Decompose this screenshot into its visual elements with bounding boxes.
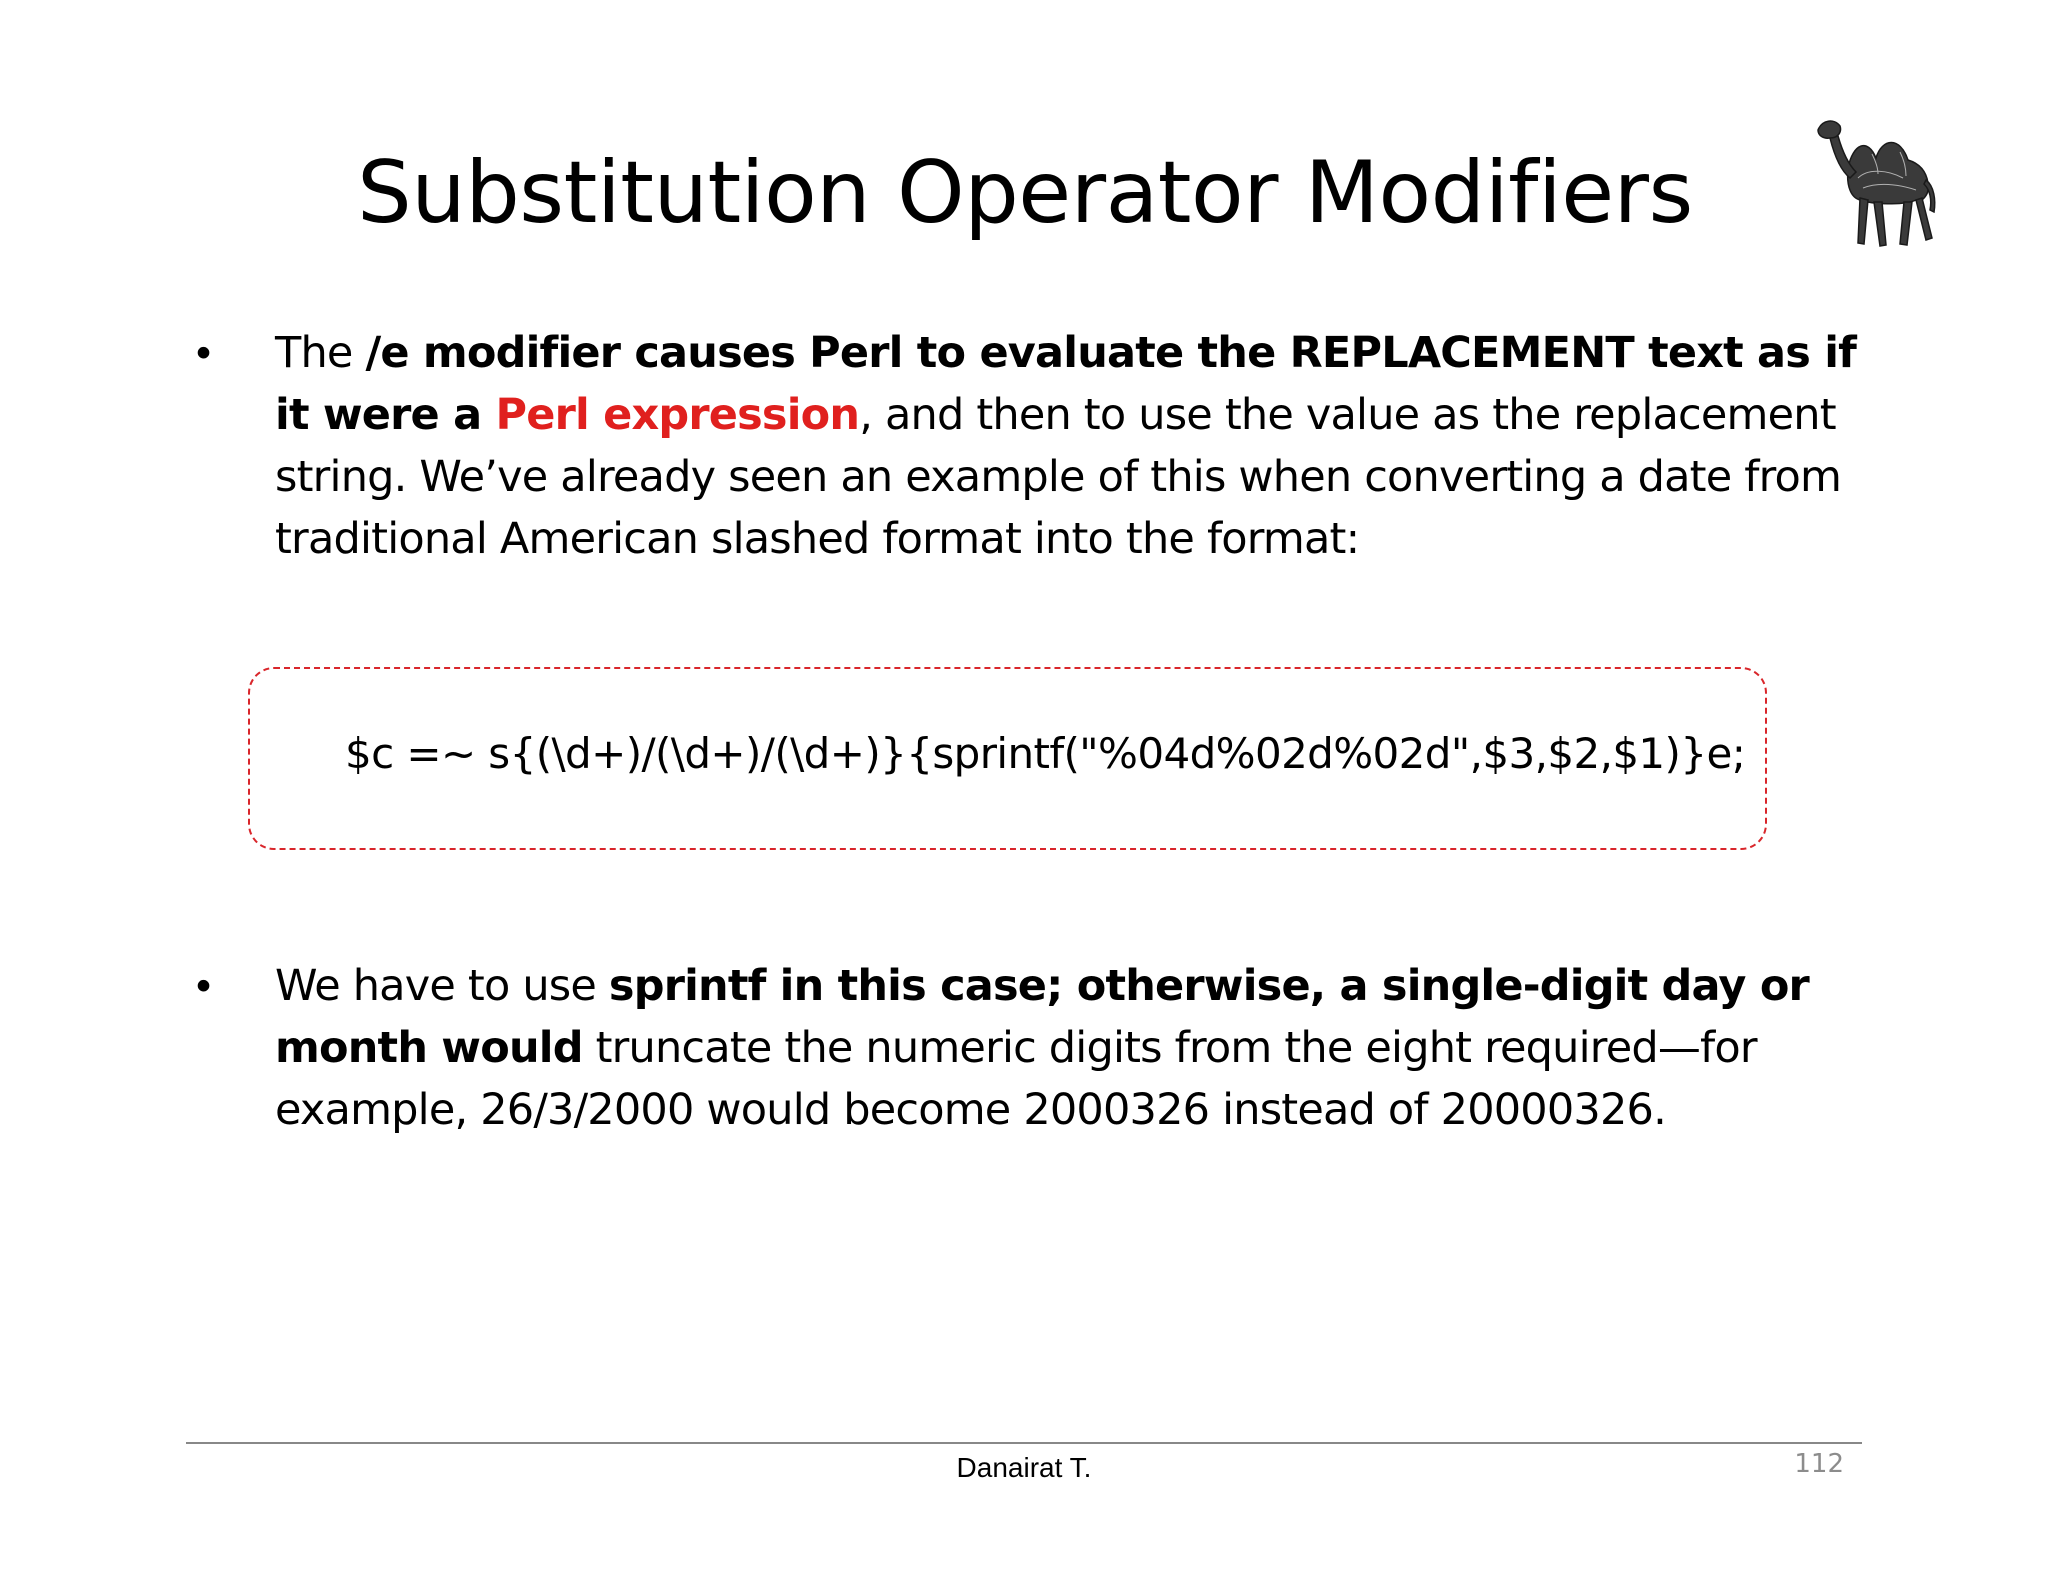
bullet-text [275, 322, 1885, 570]
bullet2-text-bold: sprintf in this case; otherwise, a single-digit day or month would [275, 961, 1809, 1073]
code-example-box [248, 667, 1767, 850]
bullet2-text-rest: truncate the numeric digits from the eight required—for example, 26/3/2000 would become 2000326 instead of 20000326. [275, 1023, 1757, 1135]
bullet2-text-plain: We have to use [275, 961, 609, 1011]
slide-title: Substitution Operator Modifiers [357, 143, 1693, 243]
bullet1-text-highlight: Perl expression [495, 390, 860, 440]
bullet-dot: • [196, 962, 212, 1010]
footer-divider [186, 1442, 1862, 1444]
bullet-dot: • [196, 329, 212, 377]
bullet1-text-rest: , and then to use the value as the replacement string. We’ve already seen an example of this when converting a date from traditional American slashed format into the format: [275, 390, 1842, 564]
bullet1-text-plain: The [275, 328, 366, 378]
page-number: 112 [1794, 1449, 1844, 1479]
bullet-text [275, 955, 1885, 1141]
footer-author: Danairat T. [956, 1452, 1092, 1483]
perl-camel-logo-icon [1808, 108, 1948, 253]
code-snippet: $c =~ s{(\d+)/(\d+)/(\d+)}{sprintf("%04d%02d%02d",$3,$2,$1)}e; [345, 729, 1746, 778]
bullet1-text-bold: /e modifier causes Perl to evaluate the REPLACEMENT text as if it were a [275, 328, 1857, 440]
